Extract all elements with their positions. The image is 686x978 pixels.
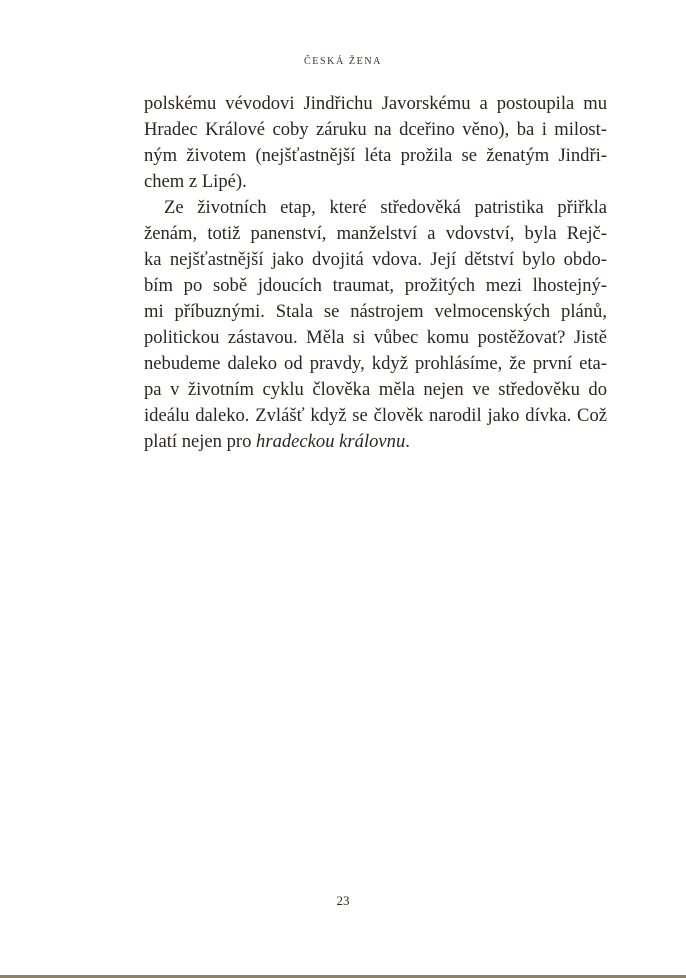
text-line: Ze životních etap, které středověká patristika přiřkla (164, 197, 607, 218)
running-header: ČESKÁ ŽENA (304, 56, 382, 67)
text-line: pa v životním cyklu člověka měla nejen ve středověku do (144, 379, 607, 400)
text-line: ným životem (nejšťastnější léta prožila se ženatým Jindři- (144, 145, 607, 166)
text-line: mi příbuznými. Stala se nástrojem velmocenských plánů, (144, 301, 607, 322)
text-line: polskému vévodovi Jindřichu Javorskému a postoupila mu (144, 93, 607, 114)
italic-text: hradeckou královnu (256, 431, 406, 452)
text-line: ka nejšťastnější jako dvojitá vdova. Její dětství bylo obdo- (144, 249, 607, 270)
paragraph (144, 195, 607, 455)
plain-text: platí nejen pro (144, 431, 257, 452)
page-number: 23 (336, 893, 350, 908)
text-line: nebudeme daleko od pravdy, když prohlásíme, že první eta- (144, 353, 607, 374)
text-line: chem z Lipé). (144, 171, 247, 192)
text-line: ideálu daleko. Zvlášť když se člověk narodil jako dívka. Což (144, 405, 607, 426)
text-line: politickou zástavou. Měla si vůbec komu postěžovat? Jistě (144, 327, 607, 348)
text-line: bím po sobě jdoucích traumat, prožitých mezi lhostejný- (144, 275, 607, 296)
text-line: ženám, totiž panenství, manželství a vdovství, byla Rejč- (144, 223, 607, 244)
text-line (144, 429, 607, 455)
text-line: Hradec Králové coby záruku na dceřino věno), ba i milost- (144, 119, 607, 140)
paragraph (144, 91, 607, 195)
body-text (144, 91, 607, 455)
plain-text: . (405, 431, 410, 452)
